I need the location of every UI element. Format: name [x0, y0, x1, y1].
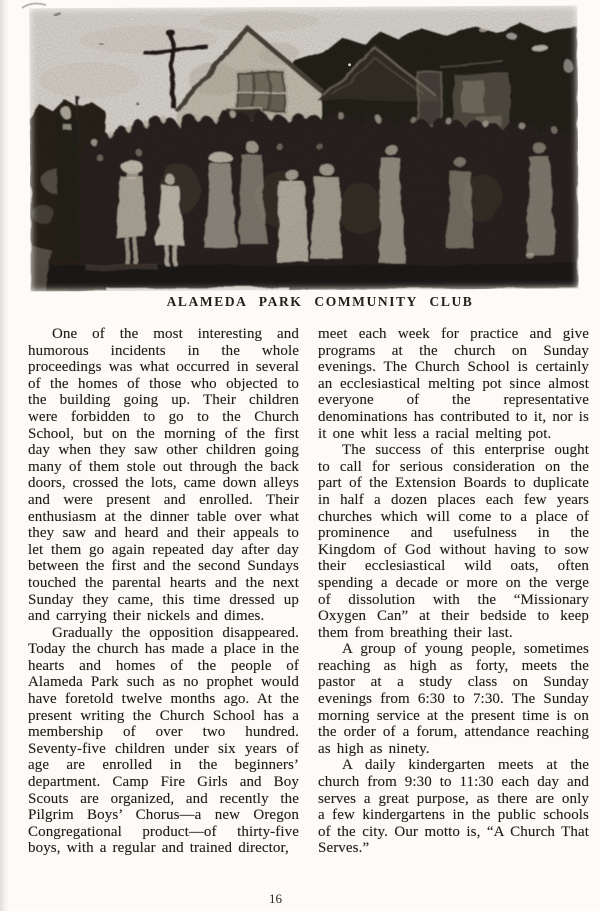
paragraph-right-1: meet each week for practice and give programs at the church on Sunday evenings. The Church School is certainly an ecclesiastical melting pot since almost everyone of the representative denominations has contributed to it, nor is it one whit less a racial melting pot.	[318, 326, 589, 442]
photo-figure	[29, 6, 578, 292]
paragraph-right-2: The success of this enterprise ought to call for serious consideration on the part of the Extension Boards to duplicate in half a dozen places each few years churches which will come to a place of prominence and usefulness in the Kingdom of God without having to sow their ecclesiastical wild oats, often spending a decade or more on the verge of dissolution with the “Missionary Oxygen Can” at their bedside to keep them from breathing their last.	[318, 442, 589, 641]
right-column	[318, 326, 589, 857]
paragraph-right-3: A group of young people, sometimes reaching as high as forty, meets the pastor at a study class on Sunday evenings from 6:30 to 7:30. The Sunday morning service at the present time is on the order of a forum, attendance reaching as high as ninety.	[318, 641, 589, 757]
photo-caption: ALAMEDA PARK COMMUNITY CLUB	[166, 294, 474, 309]
photo-grain-overlay	[29, 6, 578, 292]
community-club-photo	[29, 6, 578, 292]
article-body	[28, 326, 589, 857]
paragraph-right-4: A daily kindergarten meets at the church from 9:30 to 11:30 each day and serves a great purpose, as there are only a few kindergartens in the public schools of the city. Our motto is, “A Church That Serves.”	[318, 757, 589, 857]
left-column	[28, 326, 299, 857]
paragraph-left-2: Gradually the opposition disappeared. Today the church has made a place in the hearts and homes of the people of Alameda Park such as no prophet would have foretold twelve months ago. At the present writing the Church School has a membership of over two hundred. Seventy-five children under six years of age are enrolled in the beginners’ department. Camp Fire Girls and Boy Scouts are organized, and recently the Pilgrim Boys’ Chorus—a new Oregon Congregational product—of thirty-five boys, with a regular and trained director,	[28, 624, 299, 857]
paragraph-left-1: One of the most interesting and humorous incidents in the whole proceedings was what occurred in several of the homes of those who objected to the building going up. Their children were forbidden to go to the Church School, but on the morning of the first day when they saw other children going many of them stole out through the back doors, crossed the lots, came down alleys and were present and enrolled. Their enthusiasm at the dinner table over what they saw and heard and their appeals to let them go again repeated day after day between the first and the second Sundays touched the parental hearts and the next Sunday they came, this time dressed up and carrying their nickels and dimes.	[28, 326, 299, 625]
page-number: 16	[269, 891, 282, 906]
